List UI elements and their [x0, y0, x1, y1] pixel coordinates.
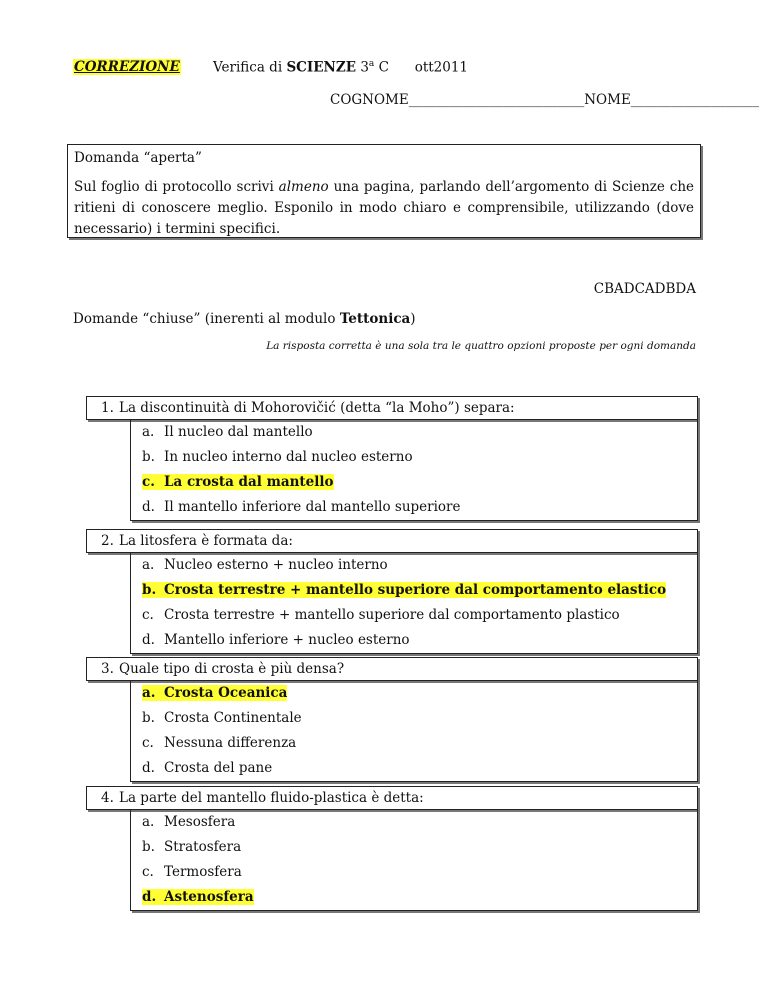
option-content: [142, 557, 388, 573]
option-text: Astenosfera: [164, 889, 254, 905]
option-content: [142, 760, 272, 776]
answer-option[interactable]: [131, 628, 697, 653]
option-content: [142, 499, 461, 515]
option-text: Nucleo esterno + nucleo interno: [164, 557, 388, 573]
title-subject: SCIENZE: [286, 59, 357, 76]
option-text: La crosta dal mantello: [164, 474, 334, 490]
open-question-emphasis: almeno: [278, 179, 329, 195]
option-letter: a.: [142, 424, 155, 440]
answer-option[interactable]: [131, 835, 697, 860]
option-text: Il mantello inferiore dal mantello superiore: [164, 499, 461, 515]
correction-tag: CORREZIONE: [74, 59, 180, 75]
open-question-text: [74, 177, 694, 240]
question-number: 1.: [101, 400, 114, 416]
option-letter: d.: [142, 632, 155, 648]
option-letter: b.: [142, 449, 155, 465]
module-name: Tettonica: [339, 311, 411, 327]
option-letter: a.: [142, 557, 155, 573]
answer-option[interactable]: [131, 578, 697, 603]
correct-answer-highlight: [142, 582, 666, 598]
question-4: [86, 786, 698, 810]
question-text: La discontinuità di Mohorovičić (detta “la Moho”) separa:: [119, 400, 515, 416]
option-text: Crosta Oceanica: [164, 685, 288, 701]
test-date: ott2011: [414, 59, 469, 76]
option-content: [142, 424, 313, 440]
option-letter: b.: [142, 710, 155, 726]
answer-option[interactable]: [131, 860, 697, 885]
option-letter: d.: [142, 499, 155, 515]
options-list-2: [130, 553, 698, 654]
answer-option[interactable]: [131, 885, 697, 910]
answer-option[interactable]: [131, 553, 697, 578]
question-3: [86, 657, 698, 681]
title-prefix: Verifica di: [213, 59, 283, 76]
answer-option[interactable]: [131, 420, 697, 445]
option-letter: c.: [142, 864, 154, 880]
option-text: Crosta terrestre + mantello superiore dal comportamento elastico: [164, 582, 667, 598]
answer-option[interactable]: [131, 470, 697, 495]
option-text: Crosta del pane: [164, 760, 273, 776]
option-content: [142, 735, 296, 751]
option-content: [142, 839, 241, 855]
option-letter: c.: [142, 607, 154, 623]
correct-answer-highlight: [142, 889, 254, 905]
options-list-4: [130, 810, 698, 911]
answer-option[interactable]: [131, 706, 697, 731]
option-text: Termosfera: [164, 864, 242, 880]
question-2: [86, 529, 698, 553]
option-text: Mantello inferiore + nucleo esterno: [164, 632, 410, 648]
options-list-1: [130, 420, 698, 521]
option-content: [142, 864, 242, 880]
option-letter: c.: [142, 474, 155, 490]
option-content: [142, 607, 620, 623]
class-letter: C: [378, 59, 389, 76]
option-letter: d.: [142, 760, 155, 776]
question-number: 3.: [101, 661, 114, 677]
option-text: Stratosfera: [164, 839, 242, 855]
open-question-heading: Domanda “aperta”: [74, 150, 202, 166]
option-text: In nucleo interno dal nucleo esterno: [164, 449, 413, 465]
closed-label-after: ): [410, 311, 416, 327]
class-superscript: a: [368, 59, 375, 69]
name-fields: COGNOME__________________________NOME___________________: [330, 92, 760, 108]
question-number: 2.: [101, 533, 114, 549]
answer-option[interactable]: [131, 445, 697, 470]
option-letter: b.: [142, 582, 157, 598]
option-letter: a.: [142, 685, 156, 701]
option-letter: c.: [142, 735, 154, 751]
answer-key: CBADCADBDA: [593, 281, 696, 297]
class-number: 3: [360, 59, 369, 76]
option-content: [142, 632, 410, 648]
test-title: [213, 59, 468, 76]
option-letter: d.: [142, 889, 157, 905]
correct-answer-highlight: [142, 685, 287, 701]
question-text: La parte del mantello fluido-plastica è detta:: [119, 790, 424, 806]
question-1: [86, 396, 698, 420]
answer-option[interactable]: [131, 731, 697, 756]
question-text: Quale tipo di crosta è più densa?: [119, 661, 345, 677]
closed-label-before: Domande “chiuse” (inerenti al modulo: [73, 311, 336, 327]
open-question-text-before: Sul foglio di protocollo scrivi: [74, 179, 274, 195]
answer-option[interactable]: [131, 681, 697, 706]
answer-option[interactable]: [131, 756, 697, 781]
question-text: La litosfera è formata da:: [119, 533, 293, 549]
open-question-box: [67, 144, 701, 238]
option-text: Crosta terrestre + mantello superiore dal comportamento plastico: [164, 607, 620, 623]
open-question-text-after: una pagina, parlando dell’argomento di Scienze che ritieni di conoscere meglio. Esponilo in modo chiaro e comprensibile, utilizzando (dove necessario) i termini specifici.: [74, 179, 695, 237]
option-letter: b.: [142, 839, 155, 855]
option-text: Nessuna differenza: [164, 735, 297, 751]
answer-option[interactable]: [131, 495, 697, 520]
option-content: [142, 710, 302, 726]
option-text: Mesosfera: [164, 814, 236, 830]
option-text: Crosta Continentale: [164, 710, 302, 726]
options-list-3: [130, 681, 698, 782]
option-content: [142, 814, 235, 830]
option-text: Il nucleo dal mantello: [164, 424, 313, 440]
option-letter: a.: [142, 814, 155, 830]
answer-option[interactable]: [131, 810, 697, 835]
instructions-note: La risposta corretta è una sola tra le quattro opzioni proposte per ogni domanda: [266, 340, 696, 352]
answer-option[interactable]: [131, 603, 697, 628]
option-content: [142, 449, 413, 465]
correct-answer-highlight: [142, 474, 334, 490]
closed-questions-heading: [73, 311, 416, 327]
question-number: 4.: [101, 790, 114, 806]
